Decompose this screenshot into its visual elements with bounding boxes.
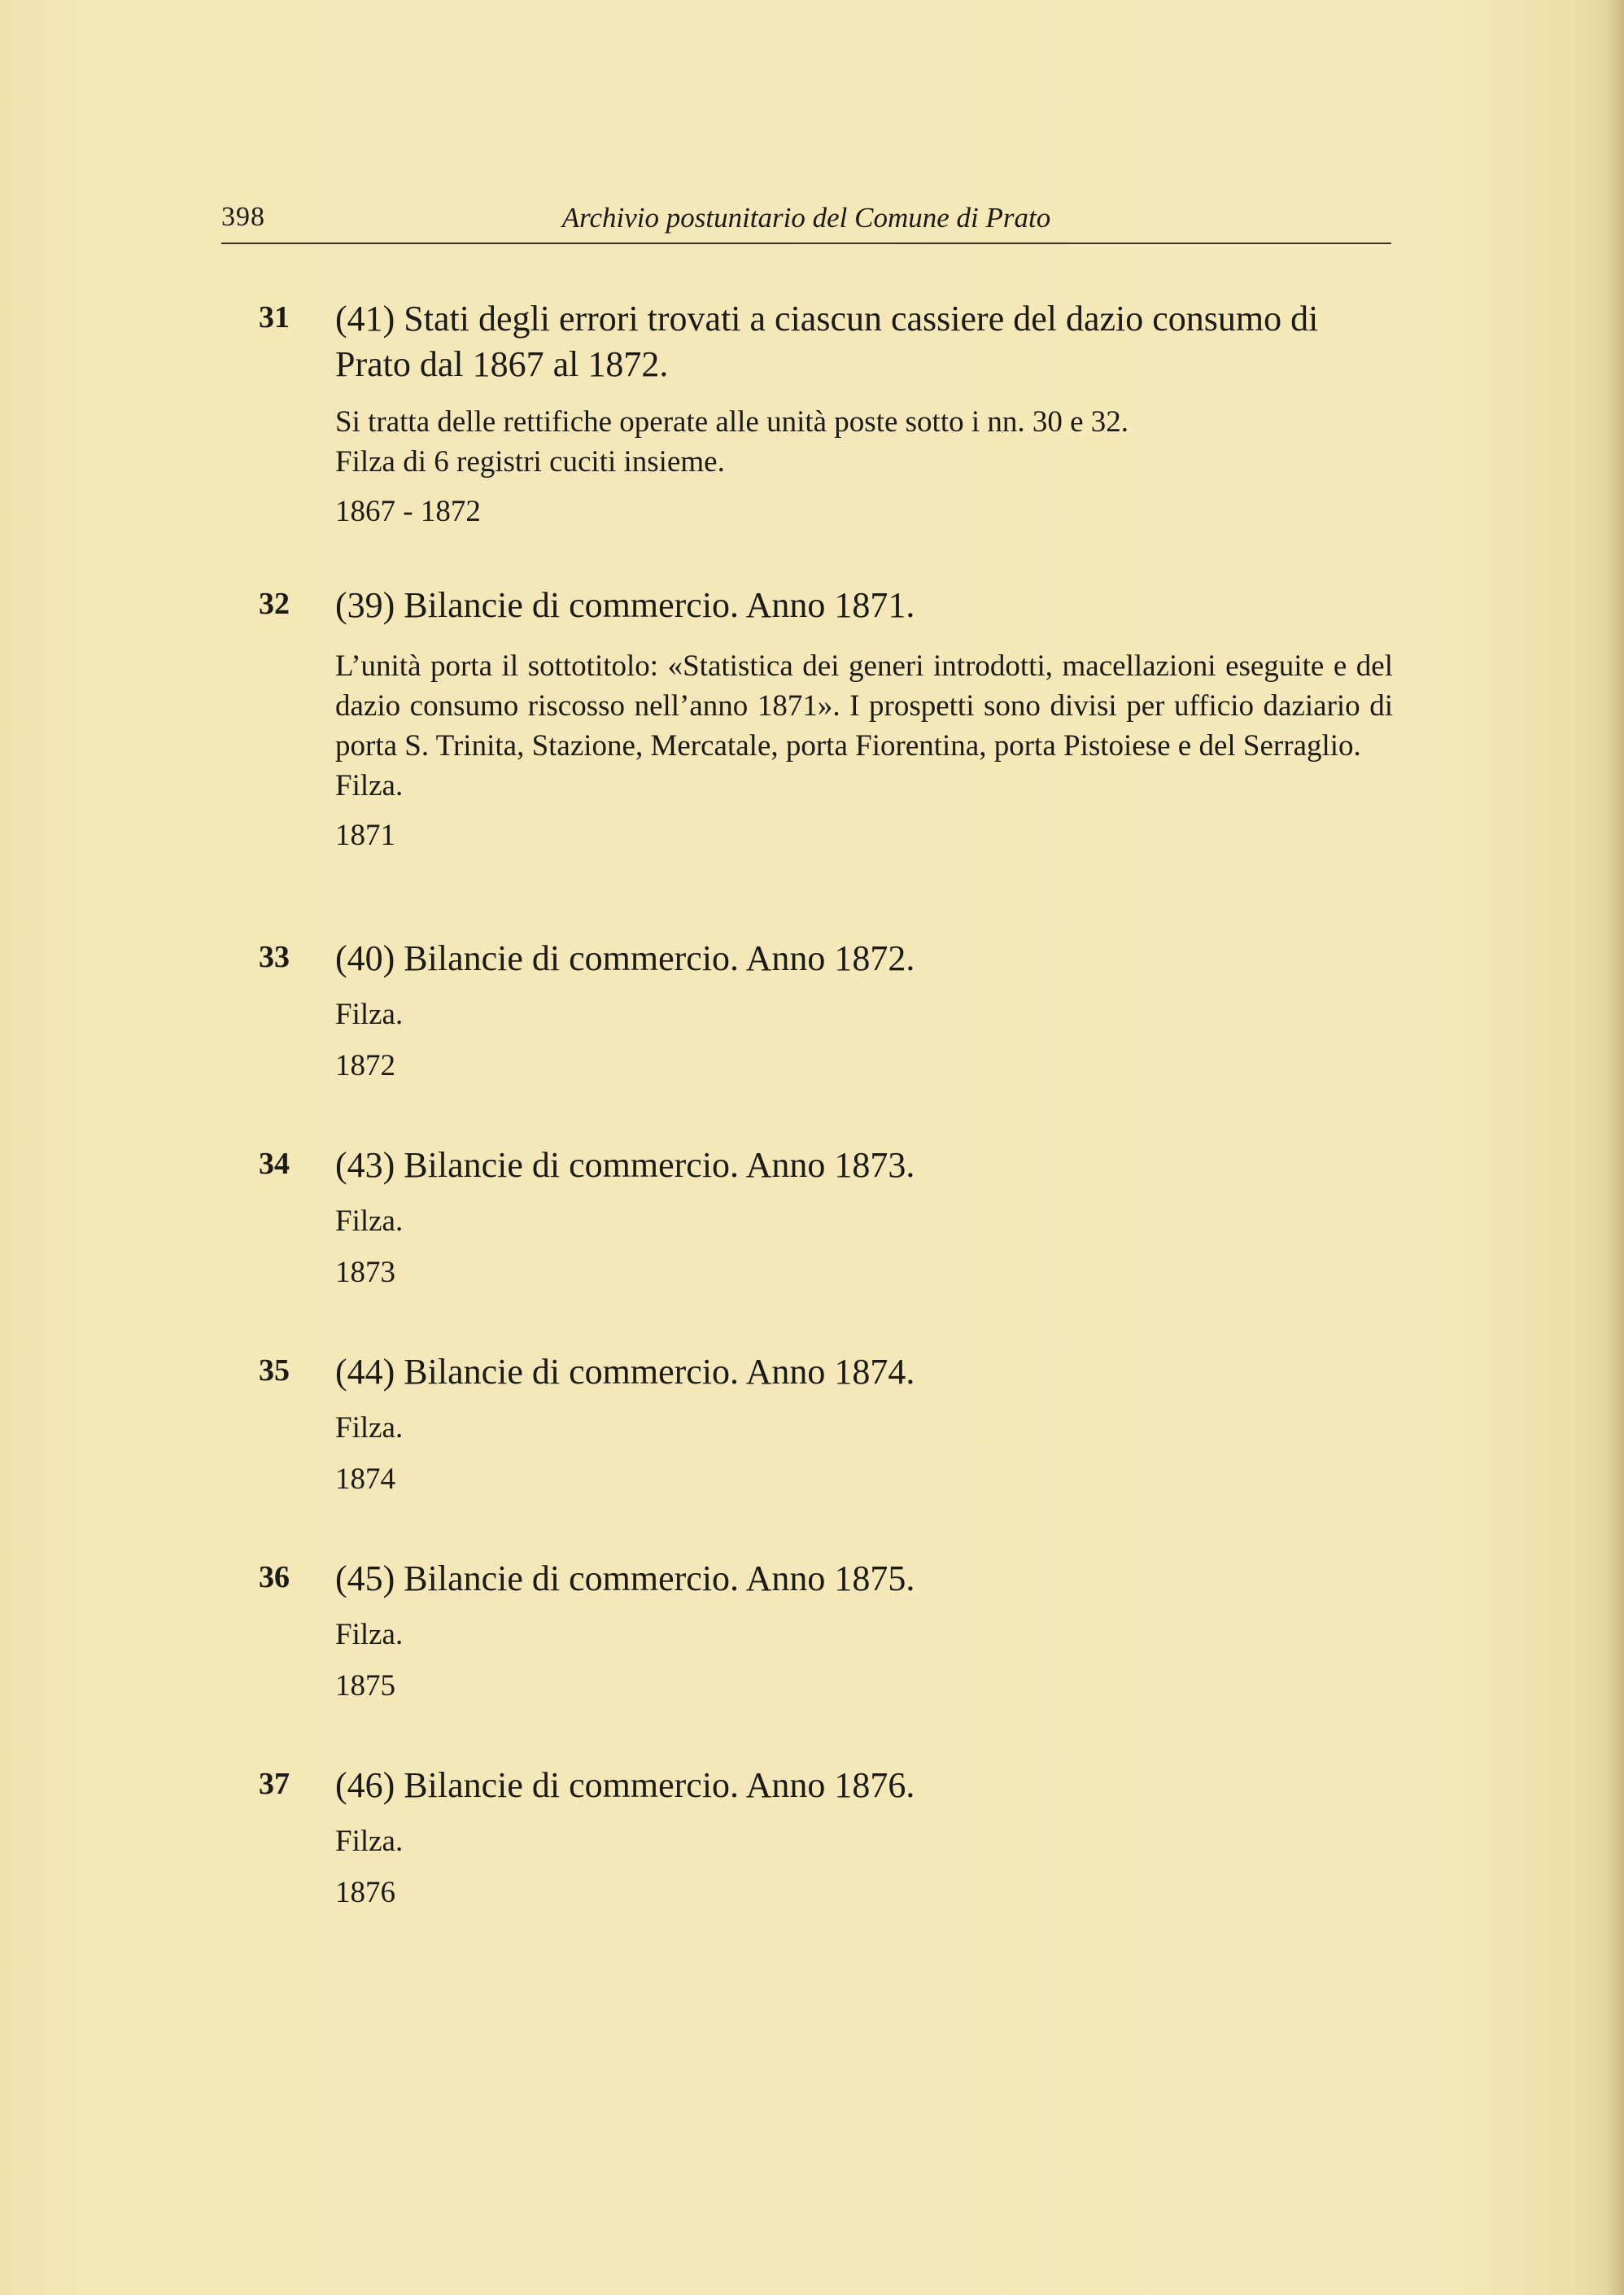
entry-body bbox=[335, 583, 1393, 855]
page-number: 398 bbox=[221, 202, 265, 232]
entry-body bbox=[335, 1143, 1393, 1292]
entry-filza: Filza. bbox=[335, 769, 404, 802]
entry-title: (41) Stati degli errori trovati a ciascun cassiere del dazio consumo di Prato dal 1867 al 1872. bbox=[335, 299, 1319, 384]
entry-dates: 1875 bbox=[335, 1669, 395, 1703]
entry-dates: 1874 bbox=[335, 1462, 395, 1496]
entry-filza: Filza. bbox=[335, 1411, 404, 1445]
entry-title: (46) Bilancie di commercio. Anno 1876. bbox=[335, 1765, 915, 1805]
entry-body bbox=[335, 1763, 1393, 1912]
entry-number: 31 bbox=[259, 300, 290, 334]
entry-number: 35 bbox=[259, 1353, 290, 1388]
entry-title: (44) Bilancie di commercio. Anno 1874. bbox=[335, 1352, 915, 1392]
entry-filza: Filza. bbox=[335, 1618, 404, 1651]
entry-dates: 1873 bbox=[335, 1256, 395, 1289]
entry-dates: 1871 bbox=[335, 819, 395, 852]
page-edge-shadow bbox=[1606, 0, 1624, 2295]
entry-filza: Filza di 6 registri cuciti insieme. bbox=[335, 445, 725, 479]
entry-title: (45) Bilancie di commercio. Anno 1875. bbox=[335, 1558, 915, 1598]
entry-body bbox=[335, 1349, 1393, 1499]
entry-number: 33 bbox=[259, 940, 290, 974]
entry-filza: Filza. bbox=[335, 998, 404, 1031]
page-header bbox=[221, 200, 1391, 244]
entry-description: L’unità porta il sottotitolo: «Statistica dei generi introdotti, macellazioni eseguite e del dazio consumo riscosso nell’anno 1871». I prospetti sono divisi per ufficio daziario di porta S. Trinita, Stazione, Mercatale, porta Fiorentina, porta Pistoiese e del Serraglio. bbox=[335, 649, 1393, 763]
entry-title: (39) Bilancie di commercio. Anno 1871. bbox=[335, 585, 915, 625]
entry-number: 32 bbox=[259, 587, 290, 621]
entry-title: (43) Bilancie di commercio. Anno 1873. bbox=[335, 1145, 915, 1185]
entry-dates: 1872 bbox=[335, 1049, 395, 1082]
entry-description: Si tratta delle rettifiche operate alle unità poste sotto i nn. 30 e 32. bbox=[335, 405, 1129, 439]
entry-body bbox=[335, 936, 1393, 1086]
running-title: Archivio postunitario del Comune di Prato bbox=[561, 202, 1051, 234]
entry-dates: 1876 bbox=[335, 1876, 395, 1909]
entry-body bbox=[335, 296, 1393, 531]
entry-filza: Filza. bbox=[335, 1204, 404, 1238]
entry-number: 36 bbox=[259, 1560, 290, 1594]
entry-number: 34 bbox=[259, 1147, 290, 1181]
entry-dates: 1867 - 1872 bbox=[335, 495, 481, 528]
entry-title: (40) Bilancie di commercio. Anno 1872. bbox=[335, 938, 915, 978]
entry-number: 37 bbox=[259, 1767, 290, 1801]
entry-body bbox=[335, 1556, 1393, 1706]
entry-filza: Filza. bbox=[335, 1825, 404, 1858]
